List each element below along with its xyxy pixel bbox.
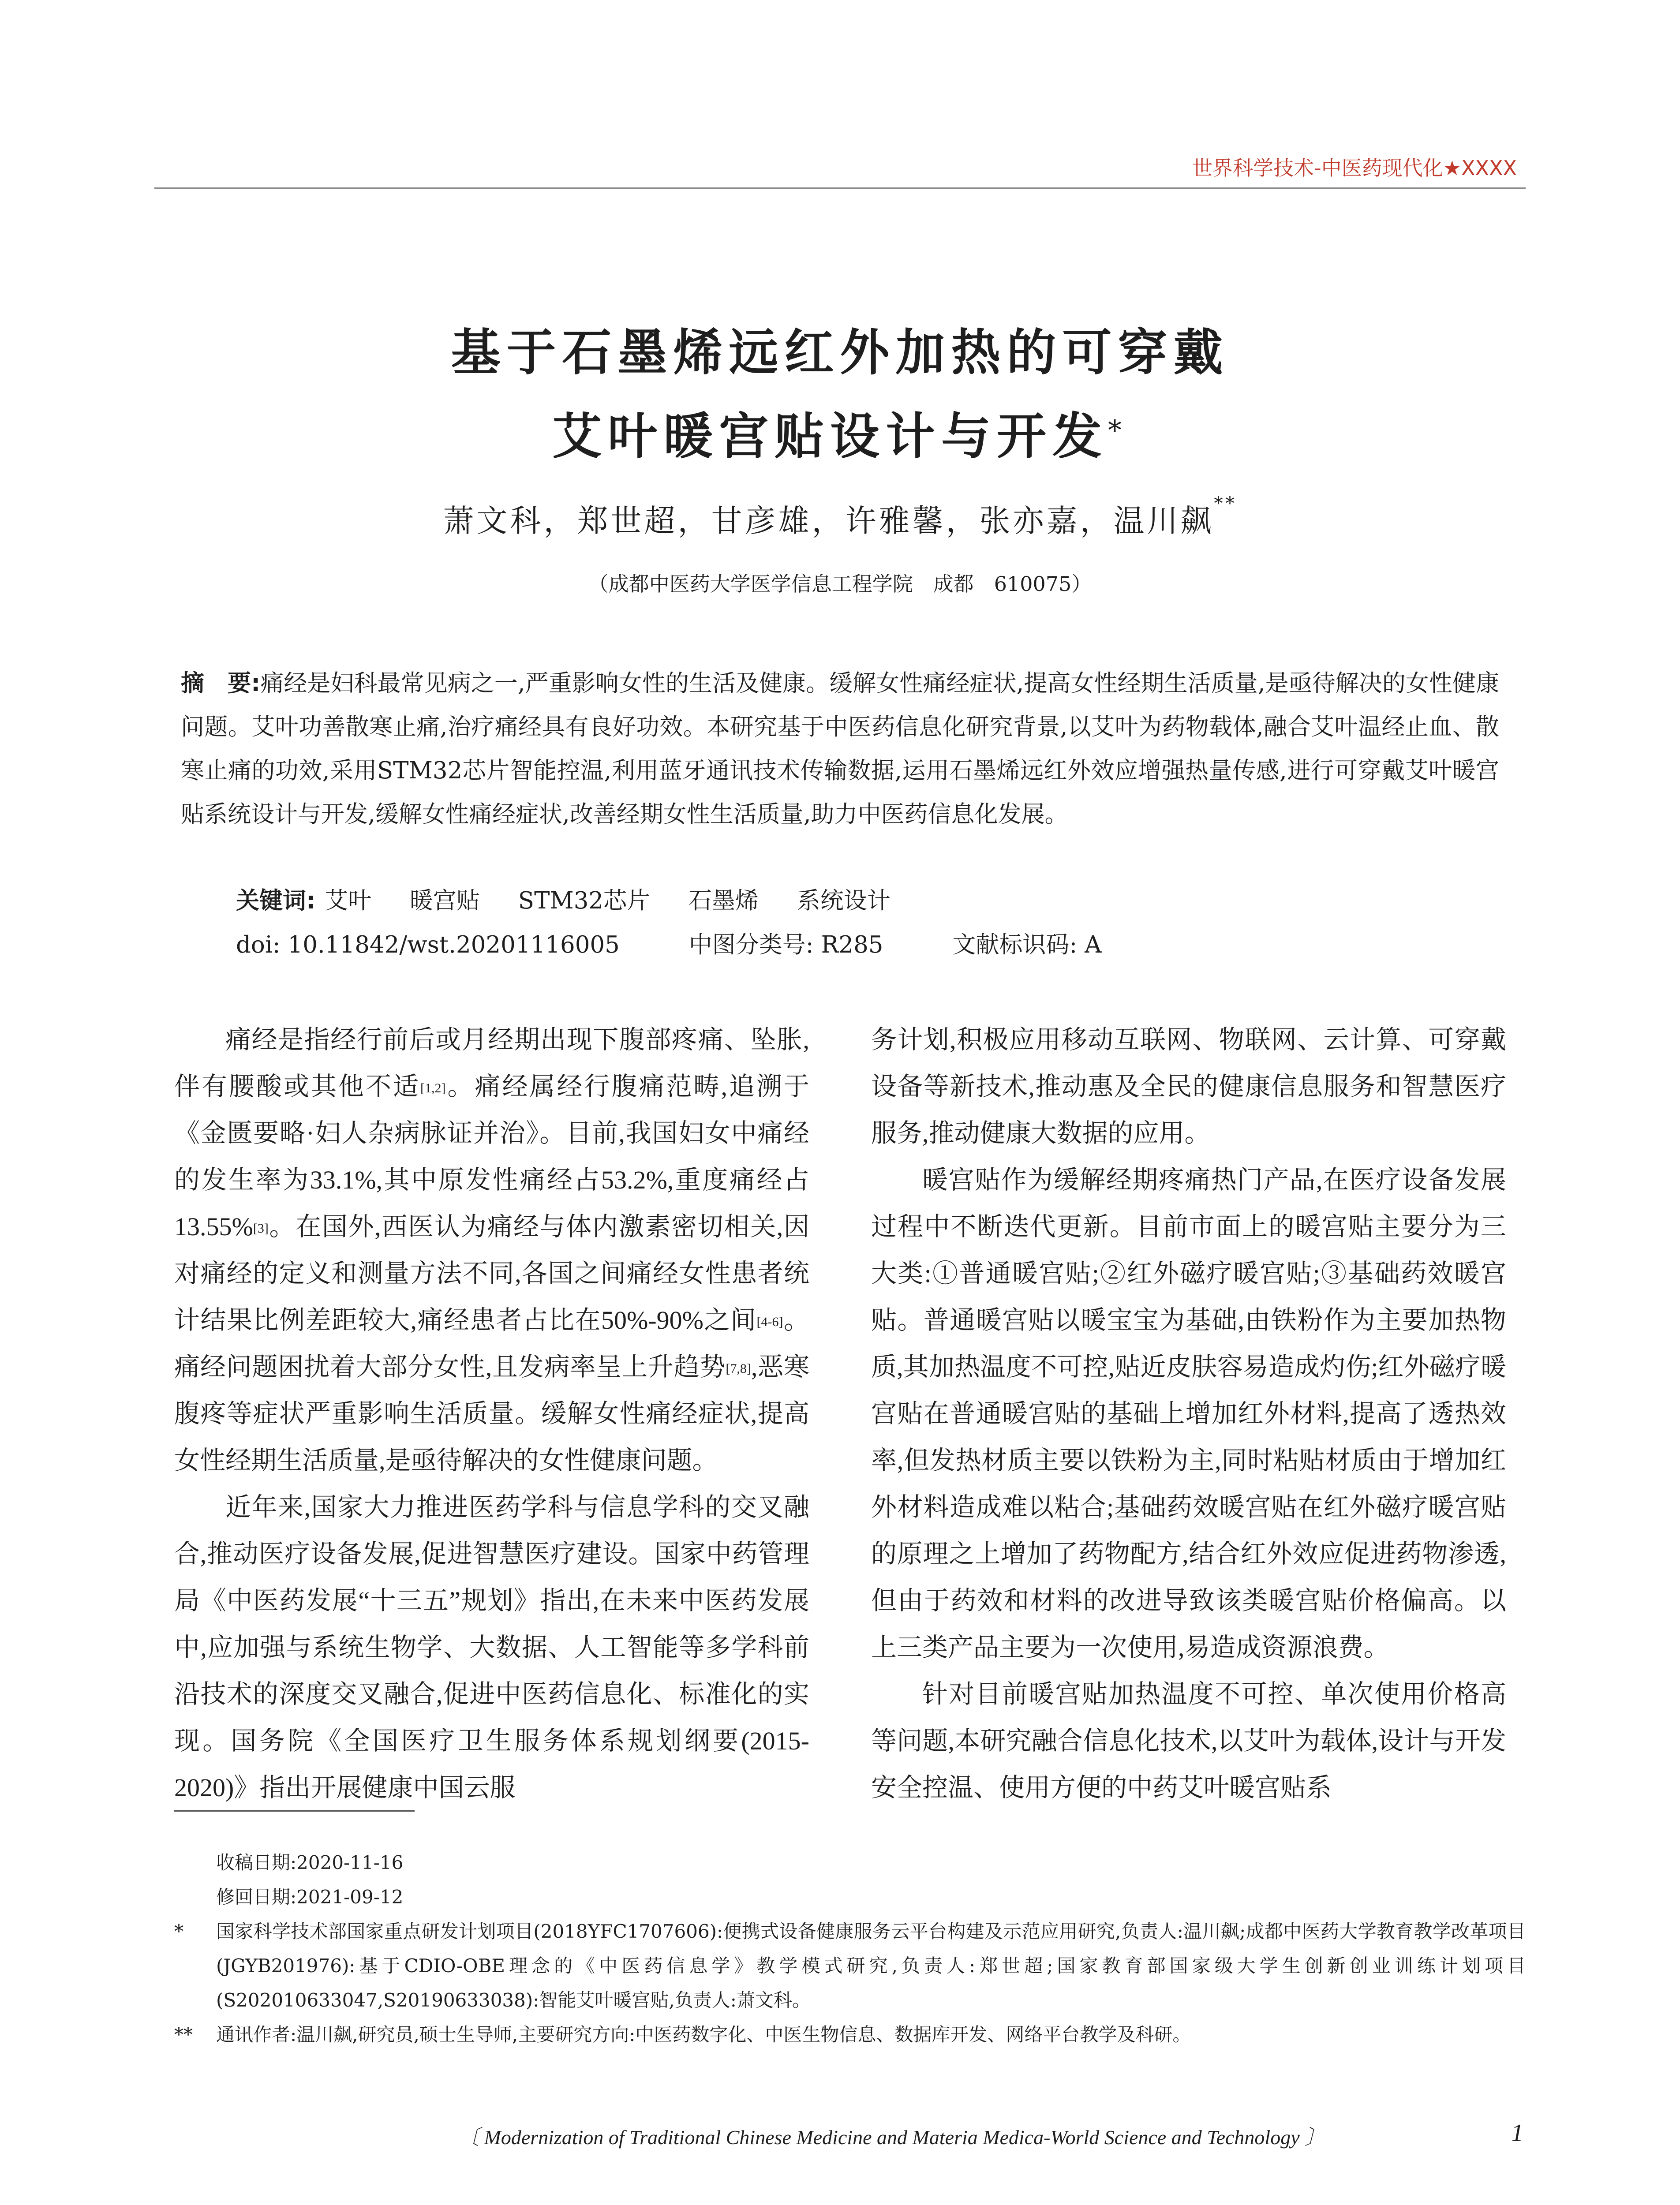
received-date: 收稿日期:2020-11-16 [216,1852,404,1873]
author-names: 萧文科，郑世超，甘彦雄，许雅馨，张亦嘉，温川飙 [443,503,1214,539]
abstract-text: 痛经是妇科最常见病之一,严重影响女性的生活及健康。缓解女性痛经症状,提高女性经期生活质量,是亟待解决的女性健康问题。艾叶功善散寒止痛,治疗痛经具有良好功效。本研究基于中医药信息化研究背景,以艾叶为药物载体,融合艾叶温经止血、散寒止痛的功效,采用STM32芯片智能控温,利用蓝牙通讯技术传输数据,运用石墨烯远红外效应增强热量传感,进行可穿戴艾叶暖宫贴系统设计与开发,缓解女性痛经症状,改善经期女性生活质量,助力中医药信息化发展。 [181,670,1499,828]
citation: [1,2] [420,1081,446,1095]
corresponding-text: 通讯作者:温川飙,研究员,硕士生导师,主要研究方向:中医药数字化、中医生物信息、数据库开发、网络平台教学及科研。 [216,2024,1191,2045]
body-text: ,恶寒腹疼等症状严重影响生活质量。缓解女性痛经症状,提高女性经期生活质量,是亟待解决的女性健康问题。 [174,1353,809,1475]
body-paragraph: 务计划,积极应用移动互联网、物联网、云计算、可穿戴设备等新技术,推动惠及全民的健康信息服务和智慧医疗服务,推动健康大数据的应用。 [871,1025,1506,1147]
revised-date: 修回日期:2021-09-12 [216,1886,404,1908]
keyword: 系统设计 [797,887,891,914]
title-footnote-mark: * [1108,414,1128,446]
header-rule [154,187,1526,189]
corresponding-note [174,2018,1526,2052]
body-text: 。痛经问题困扰着大部分女性,且发病率呈上升趋势 [174,1306,809,1381]
body-text: 。在国外,西医认为痛经与体内激素密切相关,因对痛经的定义和测量方法不同,各国之间痛经女性患者统计结果比例差距较大,痛经患者占比在50%-90%之间 [174,1212,809,1334]
title-line-2-text: 艾叶暖宫贴设计与开发 [552,407,1108,465]
clc-number: 中图分类号: R285 [688,931,883,958]
keyword: 艾叶 [325,887,372,914]
doi: doi: 10.11842/wst.20201116005 [236,931,620,958]
title-line-2 [154,395,1526,478]
citation: [7,8] [726,1361,751,1376]
abstract [181,662,1499,836]
keyword: STM32芯片 [518,887,651,914]
corresponding-note-mark: ** [174,2024,193,2045]
body-paragraph: 近年来,国家大力推进医药学科与信息学科的交叉融合,推动医疗设备发展,促进智慧医疗建设。国家中药管理局《中医药发展“十三五”规划》指出,在未来中医药发展中,应加强与系统生物学、大数据、人工智能等多学科前沿技术的深度交叉融合,促进中医药信息化、标准化的实现。国务院《全国医疗卫生服务体系规划纲要(2015-2020)》指出开展健康中国云服 [174,1493,809,1802]
citation: [4-6] [756,1315,783,1329]
funding-text: 国家科学技术部国家重点研发计划项目(2018YFC1707606):便携式设备健康服务云平台构建及示范应用研究,负责人:温川飙;成都中医药大学教育教学改革项目(JGYB201976):基于CDIO-OBE理念的《中医药信息学》教学模式研究,负责人:郑世超;国家教育部国家级大学生创新创业训练计划项目(S202010633047,S20190633038):智能艾叶暖宫贴,负责人:萧文科。 [216,1921,1526,2011]
body-text: 痛经是指经行前后或月经期出现下腹部疼痛、坠胀,伴有腰酸或其他不适 [174,1025,809,1101]
doi-line [236,926,1163,960]
body-column-right [871,1017,1506,1811]
page-number: 1 [1511,2119,1523,2147]
document-code: 文献标识码: A [952,931,1102,958]
footnotes [174,1846,1526,2052]
author-list [154,493,1526,541]
body-column-left [174,1017,809,1811]
affiliation: （成都中医药大学医学信息工程学院 成都 610075） [588,572,1092,596]
keyword: 石墨烯 [688,887,759,914]
keyword: 暖宫贴 [409,887,480,914]
footnote-rule [174,1810,415,1812]
keywords [236,882,921,916]
funding-note [174,1914,1526,2018]
body-text: 。痛经属经行腹痛范畴,追溯于《金匮要略·妇人杂病脉证并治》。目前,我国妇女中痛经的发生率为33.1%,其中原发性痛经占53.2%,重度痛经占13.55% [174,1072,809,1241]
funding-mark: * [174,1921,183,1942]
body-paragraph [174,1017,809,1484]
body-paragraph: 针对目前暖宫贴加热温度不可控、单次使用价格高等问题,本研究融合信息化技术,以艾叶为载体,设计与开发安全控温、使用方便的中药艾叶暖宫贴系 [871,1680,1506,1802]
corresponding-mark: ** [1214,493,1237,514]
journal-footer: 〔 Modernization of Traditional Chinese Medicine and Materia Medica-World Science and Technology 〕 [459,2126,1325,2149]
journal-header: 世界科学技术-中医药现代化★XXXX [1192,156,1517,180]
citation: [3] [253,1221,269,1236]
title-line-1: 基于石墨烯远红外加热的可穿戴 [451,324,1229,381]
paper-title [154,311,1526,478]
keywords-label: 关键词: [236,887,316,914]
abstract-label: 摘 要: [181,670,261,697]
body-paragraph: 暖宫贴作为缓解经期疼痛热门产品,在医疗设备发展过程中不断迭代更新。目前市面上的暖宫贴主要分为三大类:①普通暖宫贴;②红外磁疗暖宫贴;③基础药效暖宫贴。普通暖宫贴以暖宝宝为基础,由铁粉作为主要加热物质,其加热温度不可控,贴近皮肤容易造成灼伤;红外磁疗暖宫贴在普通暖宫贴的基础上增加红外材料,提高了透热效率,但发热材质主要以铁粉为主,同时粘贴材质由于增加红外材料造成难以粘合;基础药效暖宫贴在红外磁疗暖宫贴的原理之上增加了药物配方,结合红外效应促进药物渗透,但由于药效和材料的改进导致该类暖宫贴价格偏高。以上三类产品主要为一次使用,易造成资源浪费。 [871,1166,1506,1662]
